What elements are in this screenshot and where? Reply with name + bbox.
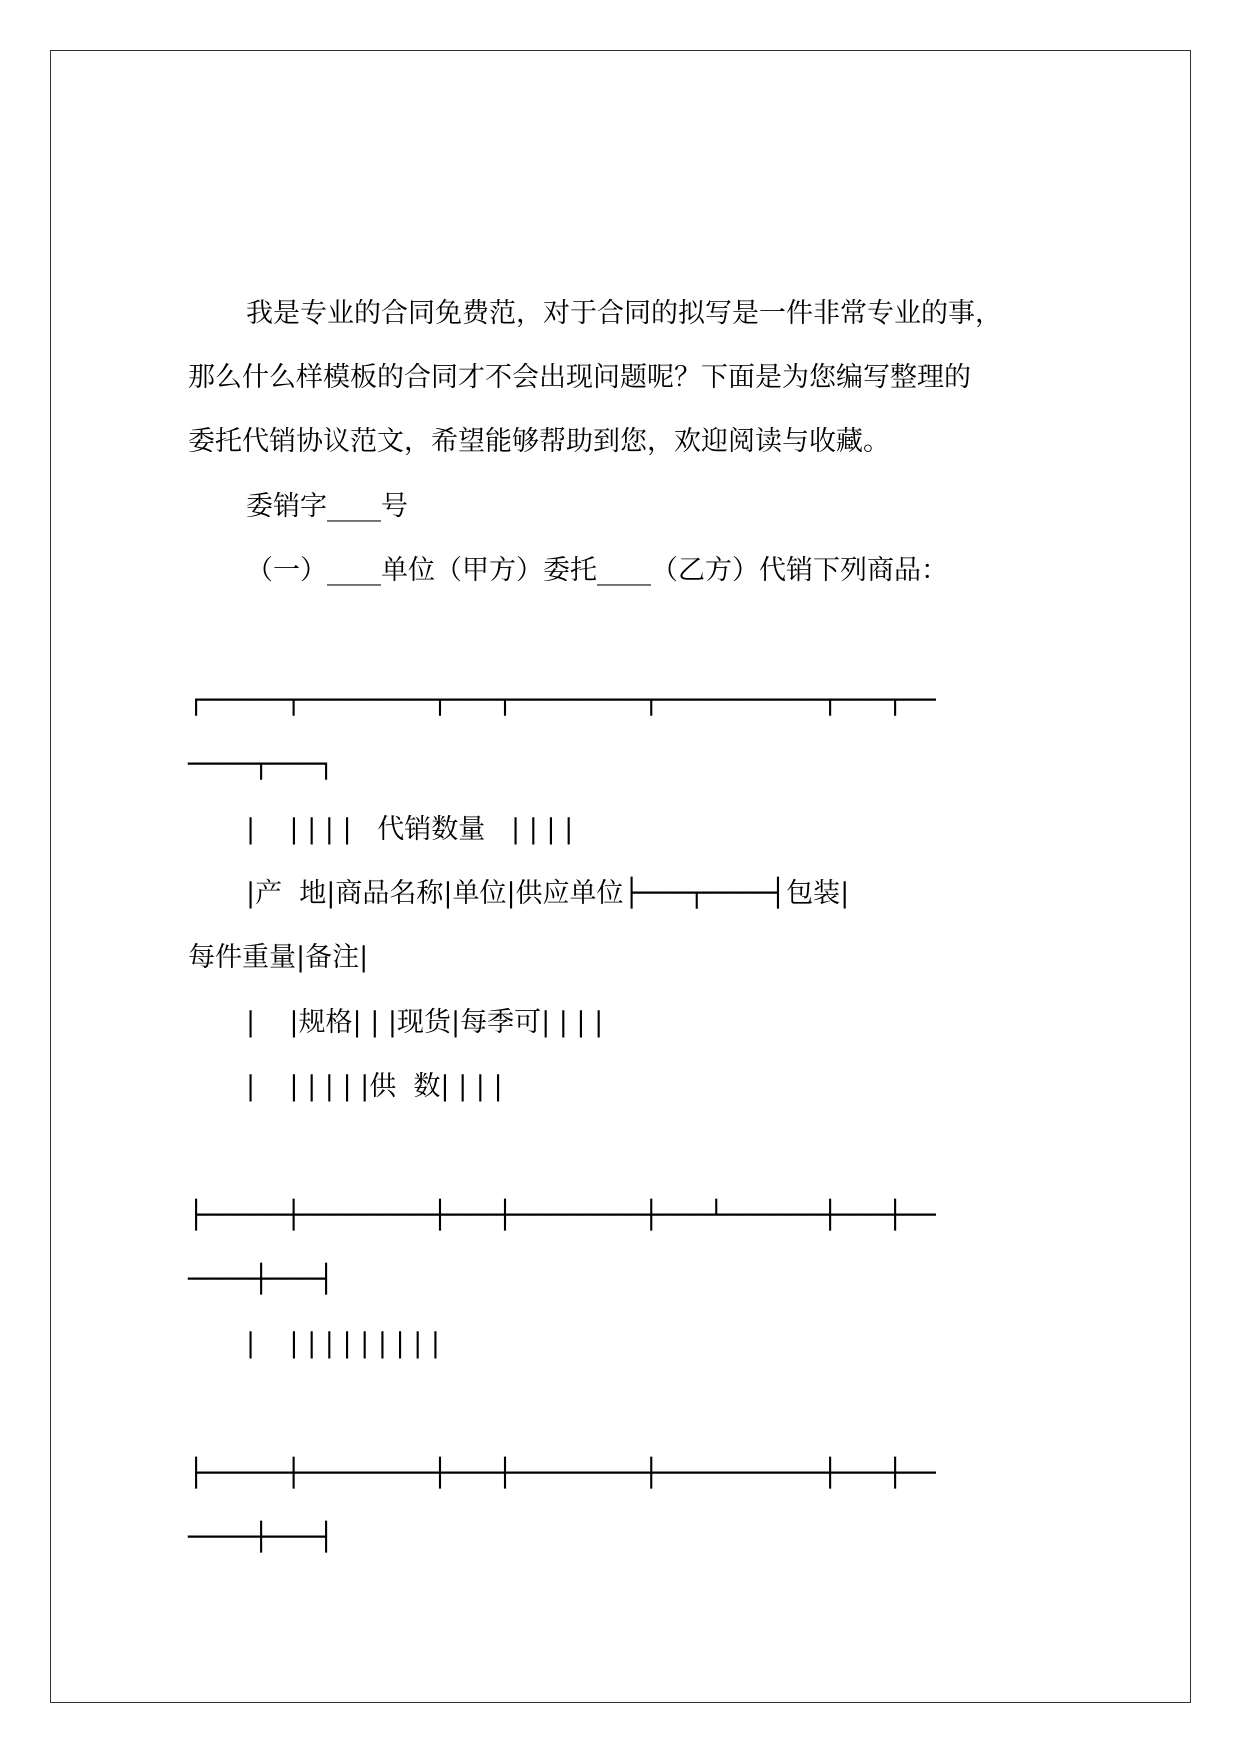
intro-paragraph-line-3: 委托代销协议范文，希望能够帮助到您，欢迎阅读与收藏。 <box>188 426 890 457</box>
contract-number: 委销字____号 <box>246 491 408 522</box>
table-text-line: | |规格| | |现货|每季可| | | | <box>246 1007 604 1038</box>
intro-paragraph-line-1: 我是专业的合同免费范，对于合同的拟写是一件非常专业的事， <box>246 298 1002 329</box>
table-text-line: ────┼───┤ <box>188 1264 335 1295</box>
clause-1: （一）____单位（甲方）委托____（乙方）代销下列商品： <box>246 555 948 586</box>
table-text-line: 每件重量|备注| <box>188 942 369 973</box>
table-text-line: ├─────┼────────┼───┼────────┼───┴──────┼───┼── <box>188 1200 936 1231</box>
table-text-line: ────┬───┐ <box>188 749 335 780</box>
table-text-line: ────┼───┤ <box>188 1522 335 1553</box>
table-text-line: | | | | | |供 数| | | | <box>246 1071 503 1102</box>
intro-paragraph-line-2: 那么什么样模板的合同才不会出现问题呢？下面是为您编写整理的 <box>188 362 971 393</box>
table-text-line: |产 地|商品名称|单位|供应单位├───┬────┤包装| <box>246 878 850 909</box>
table-text-line: | | | | | | | | | | <box>246 1328 440 1359</box>
table-text-line: ├─────┼────────┼───┼────────┼──────────┼───┼── <box>188 1458 936 1489</box>
table-text-line: | | | | | 代销数量 | | | | <box>246 814 574 845</box>
table-text-line: ┌─────┬────────┬───┬────────┬──────────┬───┬── <box>188 685 936 716</box>
